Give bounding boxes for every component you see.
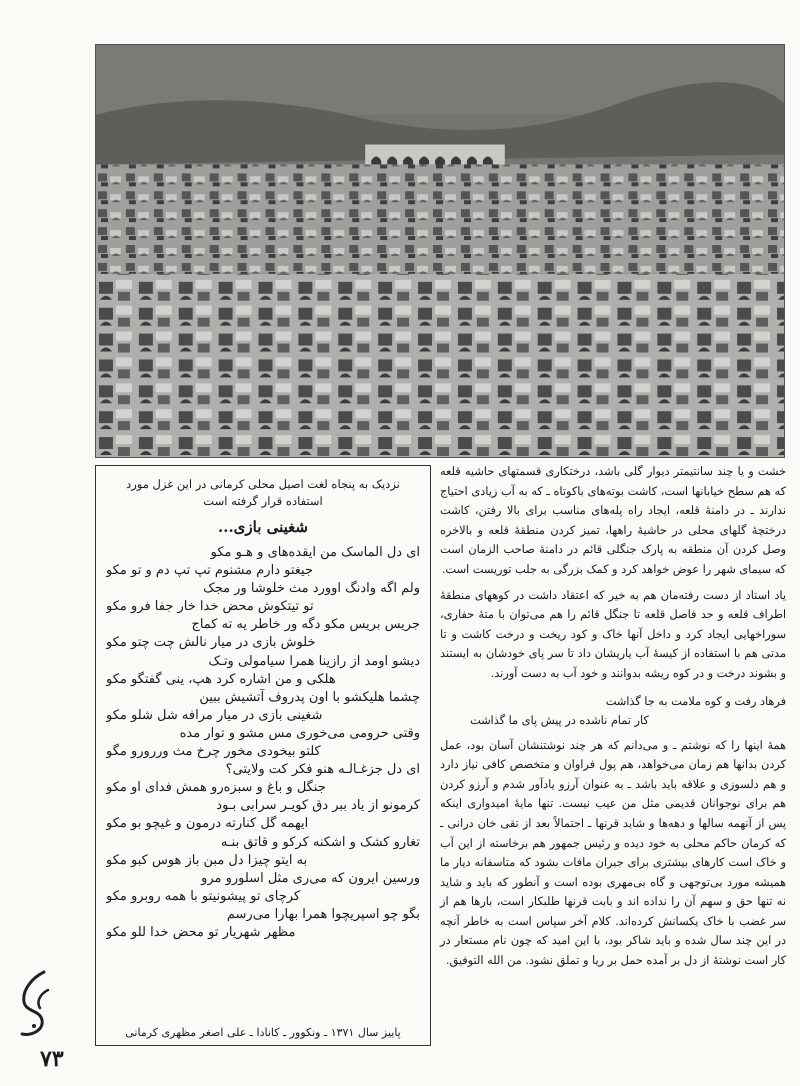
- poem-title: شغینی بازی...: [218, 518, 308, 536]
- poem-intro: نزدیک به پنجاه لغت اصیل محلی کرمانی در این غزل مورد استفاده قرار گرفته است: [126, 477, 400, 508]
- poem-line: ای دل الماسک من ایقده‌های و هـو مکو: [210, 545, 420, 560]
- article-column: [440, 462, 786, 1042]
- city-photo: [95, 44, 785, 458]
- poem-line: جیغتو دارم مشنوم تپ تپ دم و تو مکو: [106, 563, 313, 579]
- poem-line: شغینی بازی در میار مرافه شل شلو مکو: [106, 707, 323, 723]
- poem-line: خلوش بازی در میار نالش چت چتو مکو: [106, 635, 316, 651]
- poem-line: ورسین ایرون که می‌ری مثل اسلورو مرو: [201, 870, 420, 886]
- poem-line: ایهمه گل کنارته درمون و غیچو بو مکو: [106, 816, 309, 832]
- poem-line: جنگل و باغ و سبزه‌رو همش فدای او مکو: [106, 780, 326, 796]
- poem-line: وقتی حرومی می‌خوری مس مشو و توار مده: [179, 725, 420, 741]
- poem-line: کرچای تو پیشونیتو با همه روبرو مکو: [106, 888, 301, 904]
- poem-lines: [106, 544, 420, 942]
- kerman-logo: [14, 968, 58, 1040]
- poem-line: ولم اگه وادنگ اوورد مث خلوشا ور مجک: [203, 581, 420, 597]
- article-paragraph: خشت و یا چند سانتیمتر دیوار گلی باشد، درختکاری قسمتهای حاشیه قلعه که هم سطح خیابانها است، کاشت بوته‌های باکوتاه ـ که به آب زیادی احتیاج ندارند ـ در دامنهٔ قلعه، ایجاد راه پله‌های مناسب برای بالا رفتن، کاشت درختچهٔ گلهای محلی در حاشیهٔ راهها، تمیز کردن منطقهٔ قلعه و بالاخره وصل کردن آن منطقه به پارک جنگلی قائم در دامنهٔ صاحب الزمان است که سیمای شهر را عوض خواهد کرد و کمک بزرگی به جلب توریست است.: [440, 465, 786, 576]
- poem-signature: پاییز سال ۱۳۷۱ ـ ونکوور ـ کانادا ـ علی اصغر مظهری کرمانی: [125, 1026, 401, 1039]
- verse-couplet: [440, 692, 786, 730]
- poem-box: [95, 465, 431, 1046]
- poem-line: بگو چو اسپریچوا همرا بهارا می‌رسم: [226, 906, 420, 922]
- page-number: ۷۳: [40, 1046, 64, 1072]
- verse-line: کار تمام ناشده در پیش پای ما گذاشت: [470, 713, 649, 727]
- article-paragraph: یاد استاد از دست رفته‌مان هم به خیر که اعتقاد داشت در کوههای منطقهٔ اطراف قلعه و حد فاصل قلعه تا جنگل قائم را هم می‌توان با متهٔ حفاری، سوراخهایی ایجاد کرد و داخل آنها خاک و کود ریخت و درخت کاشت و تا مدتی هم با استفاده از کیسهٔ آب یاریشان داد تا سر پای خودشان به ایستند و بشوند درخت و در کوه ریشه بدوانند و خود آب به دست آورند.: [440, 588, 786, 680]
- poem-line: هلکی و من اشاره کرد هپ، ینی گفتگو مکو: [106, 671, 336, 687]
- article-paragraph: همهٔ اینها را که نوشتم ـ و می‌دانم که هر چند نوشتنشان آسان بود، عمل کردن بدانها هم زمان می‌خواهد، هم پول فراوان و متخصص کافی نیاز دارد و هم دلسوزی و علاقه باید باشد ـ به عنوان آرزو یادآور شدم و آرزو کردن هم برای نوجوانان قدیمی مثل من عیب نیست. تنها مایهٔ امیدواری اینکه پس از آنهمه سالها و دهه‌ها و شاید قرنها ـ احتمالاً بعد از تقی خان درانی ـ که کرمان حاکم محلی به خود دیده و رئیس جمهور هم برخاسته از این آب و خاک است کارهای بیشتری برای جبران مافات بشود که متاسفانه دیار ما همیشه مورد بی‌توجهی و گاه بی‌مهری بوده است و آنطور که باید و شاید نه تنها حق و سهم آن را نداده اند و بابت قرنها طلبکار است، بارها هم از سر غضب با خاک یکسانش کرده‌اند. کلام آخر سپاس است به خاطر آنچه در این چند سال شده و باید شاکر بود، با این امید که چون نام مستعار در کار است نوشتهٔ از دل بر آمده حمل بر ریا و تملق نشود. من الله التوفیق.: [440, 738, 786, 968]
- poem-line: کرمونو از یاد ببر دق کویـر سرابی بـود: [216, 798, 420, 814]
- old-city-ruins-image: [96, 45, 784, 457]
- verse-line: فرهاد رفت و کوه ملامت به جا گذاشت: [605, 694, 786, 708]
- poem-line: مظهر شهریار تو محض خدا للو مکو: [106, 924, 296, 940]
- poem-line: جریس بریس مکو دگه ور خاطر یه ته کماج: [191, 617, 420, 633]
- poem-line: ای دل جزغـالـه هنو فکر کت ولایتی؟: [225, 762, 420, 778]
- poem-line: کلتو بیخودی مخور چرخ مث وررورو مگو: [106, 744, 321, 760]
- poem-line: تغارو کشک و اشکنه کرکو و قاتق بنـه: [220, 834, 420, 850]
- poem-line: چشما هلیکشو با اون پدروف آتشیش ببین: [199, 689, 420, 705]
- poem-line: دیشو اومد از رازینا همرا سیامولی وتـک: [208, 653, 420, 669]
- poem-line: تو تیتکوش محض خدا خار جفا فرو مکو: [106, 599, 314, 615]
- poem-line: به ایتو چیزا دل مبن باز هوس کبو مکو: [106, 852, 308, 868]
